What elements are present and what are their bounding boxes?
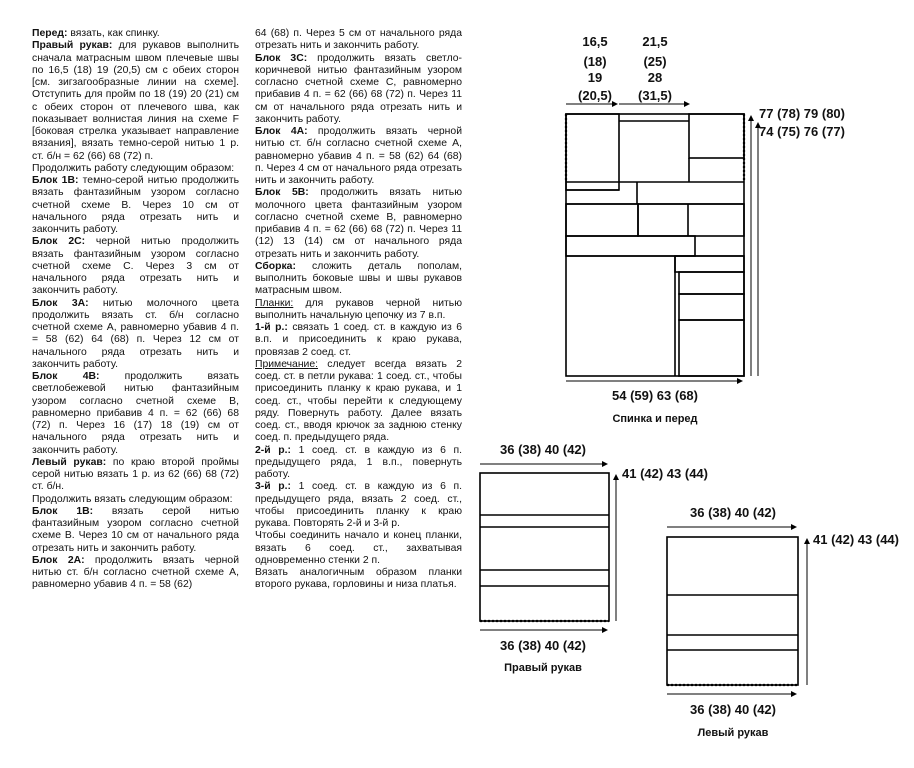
paragraph-heading: Блок 3С:: [255, 52, 308, 64]
dim-neck-1: 21,5: [642, 34, 668, 49]
dim-neck-4: (31,5): [638, 88, 672, 103]
dim-shoulder-1: 16,5: [582, 34, 608, 49]
paragraph-text: для рукавов черной нитью выполнить начальную цепочку из 7 в.п.: [255, 297, 462, 321]
right-sleeve-height-dim: 41 (42) 43 (44): [622, 466, 708, 481]
paragraph-heading: 2-й р.:: [255, 444, 291, 456]
paragraph-text: следует всегда вязать 2 соед. ст. в петли рукава: 1 соед. ст., чтобы присоединить планку к краю рукава, и 1 соед. ст., чтобы перейти к следующему ряду. Повернуть работу. Далее вязать соед. ст., вводя крючок за заднюю стенку соед. п. предыдущего ряда.: [255, 358, 462, 444]
paragraph-heading: Блок 2А:: [32, 554, 85, 566]
paragraph-text: вязать серой нитью фантазийным узором согласно счетной схеме В. Через 10 см от начального ряда отрезать нить и закончить работу.: [32, 505, 239, 554]
paragraph-heading: 3-й р.:: [255, 481, 291, 493]
right-sleeve-bottom-dim: 36 (38) 40 (42): [500, 638, 586, 653]
paragraph-heading: Блок 5В:: [255, 187, 309, 199]
caption-right-sleeve: Правый рукав: [504, 662, 582, 674]
paragraph-heading: Блок 2С:: [32, 236, 86, 248]
dim-height-2: 74 (75) 76 (77): [759, 124, 845, 139]
caption-back-front: Спинка и перед: [612, 413, 698, 425]
left-sleeve-height-dim: 41 (42) 43 (44): [813, 532, 899, 547]
paragraph-text: для рукавов выполнить сначала матрасным швом плечевые швы по 16,5 (18) 19 (20,5) см с обеих сторон [см. зигзагообразные линии на схеме]. Отступить для пройм по 18 (19) 20 (21) см с обеих сторон от плечевого шва, как показывает волнистая линия на схеме F [боковая стрелка указывает направление вязания], вязать темно-серой нитью 1 р. ст. б/н = 62 (66) 68 (72) п.: [32, 40, 239, 162]
paragraph-text: 1 соед. ст. в каждую из 6 п. предыдущего ряда, 1 в.п., повернуть работу.: [255, 444, 462, 480]
paragraph-text: по краю второй проймы серой нитью вязать 1 р. из 62 (66) 68 (72) ст. б/н.: [32, 456, 239, 493]
paragraph-text: продолжить вязать светлобежевой нитью фантазийным узором согласно счетной схеме В, равномерно прибавив 4 п. = 62 (66) 68 (72) п. Через 16 (17) 18 (19) см от начального ряда отрезать нить и закончить работу.: [32, 371, 239, 456]
left-sleeve-bottom-dim: 36 (38) 40 (42): [690, 702, 776, 717]
paragraph-text: продолжить вязать черной нитью ст. б/н согласно счетной схеме А, равномерно убавив 4 п. = 58 (62): [32, 554, 240, 591]
paragraph-text: продолжить вязать светло-коричневой нитью фантазийным узором согласно счетной схеме С, равномерно прибавив 4 п. = 62 (66) 68 (72) п. Через 11 см от начального ряда отрезать нить и закончить работу.: [255, 52, 463, 125]
right-sleeve-diagram: [480, 464, 616, 630]
paragraph-heading: Блок 3А:: [32, 297, 89, 309]
paragraph-heading: Блок 4А:: [255, 126, 308, 137]
paragraph-text: продолжить вязать черной нитью ст. б/н согласно счетной схеме А, равномерно убавив 4 п. = 58 (62) 64 (68) п. Через 4 см от начального ряда отрезать нить и закончить работу.: [255, 126, 463, 186]
paragraph-heading: Перед:: [32, 28, 68, 39]
paragraph-heading: Примечание:: [255, 358, 319, 370]
paragraph-text: Вязать аналогичным образом планки второго рукава, горловины и низа платья.: [255, 567, 462, 591]
paragraph-heading: Сборка:: [255, 260, 296, 272]
paragraph-text: 1 соед. ст. в каждую из 6 п. предыдущего ряда, вязать 2 соед. ст., чтобы присоединить планку к краю рукава. Повторять 2-й и 3-й р.: [255, 481, 462, 529]
right-sleeve-top-dim: 36 (38) 40 (42): [500, 442, 586, 457]
paragraph-text: Чтобы соединить начало и конец планки, вязать 6 соед. ст., захватывая одновременно стенки 2 п.: [255, 530, 462, 566]
paragraph-text: 64 (68) п. Через 5 см от начального ряда отрезать нить и закончить работу.: [255, 28, 462, 52]
paragraph-heading: Правый рукав:: [32, 40, 113, 52]
paragraph-text: сложить деталь пополам, выполнить боковые швы и швы рукавов матрасным швом.: [255, 260, 462, 297]
dim-shoulder-3: 19: [587, 70, 603, 85]
paragraph-text: темно-серой нитью продолжить вязать фантазийным узором согласно счетной схеме В. Через 10 см от начального ряда отрезать нить и закончить работу.: [32, 175, 240, 235]
left-sleeve-diagram: [667, 527, 807, 694]
dim-width: 54 (59) 63 (68): [612, 388, 698, 403]
back-front-diagram: [566, 104, 758, 381]
paragraph-heading: Левый рукав:: [32, 456, 107, 468]
paragraph-heading: 1-й р.:: [255, 322, 288, 333]
paragraph-text: Продолжить вязать следующим образом:: [32, 493, 233, 505]
dim-shoulder-4: (20,5): [578, 88, 612, 103]
paragraph-heading: Блок 4В:: [32, 371, 100, 382]
paragraph-text: нитью молочного цвета продолжить вязать ст. б/н согласно счетной схеме А, равномерно убавив 4 п. = 58 (62) 64 (68) п. Через 12 см от начального ряда отрезать нить и закончить работу.: [32, 297, 239, 370]
paragraph-text: продолжить вязать нитью молочного цвета фантазийным узором согласно счетной схеме В, равномерно прибавив 4 п. = 62 (66) 68 (72) п. Через 11 (12) 13 (14) см от начального ряда отрезать нить и закончить работу.: [255, 187, 463, 260]
paragraph-heading: Планки:: [255, 297, 294, 309]
dim-height-1: 77 (78) 79 (80): [759, 106, 845, 121]
dim-neck-2: (25): [643, 54, 667, 69]
paragraph-heading: Блок 1В:: [32, 175, 79, 186]
left-sleeve-top-dim: 36 (38) 40 (42): [690, 505, 776, 520]
caption-left-sleeve: Левый рукав: [697, 727, 769, 739]
paragraph-text: черной нитью продолжить вязать фантазийным узором согласно счетной схеме С. Через 3 см от начального ряда отрезать нить и закончить работу.: [32, 236, 239, 297]
dim-shoulder-2: (18): [583, 54, 607, 69]
paragraph-text: связать 1 соед. ст. в каждую из 6 в.п. и присоединить к краю рукава, провязав 2 соед. ст.: [255, 322, 462, 358]
paragraph-heading: Блок 1В:: [32, 505, 94, 517]
paragraph-text: вязать, как спинку.: [67, 28, 160, 39]
paragraph-text: Продолжить работу следующим образом:: [32, 162, 235, 174]
dim-neck-3: 28: [647, 70, 663, 85]
